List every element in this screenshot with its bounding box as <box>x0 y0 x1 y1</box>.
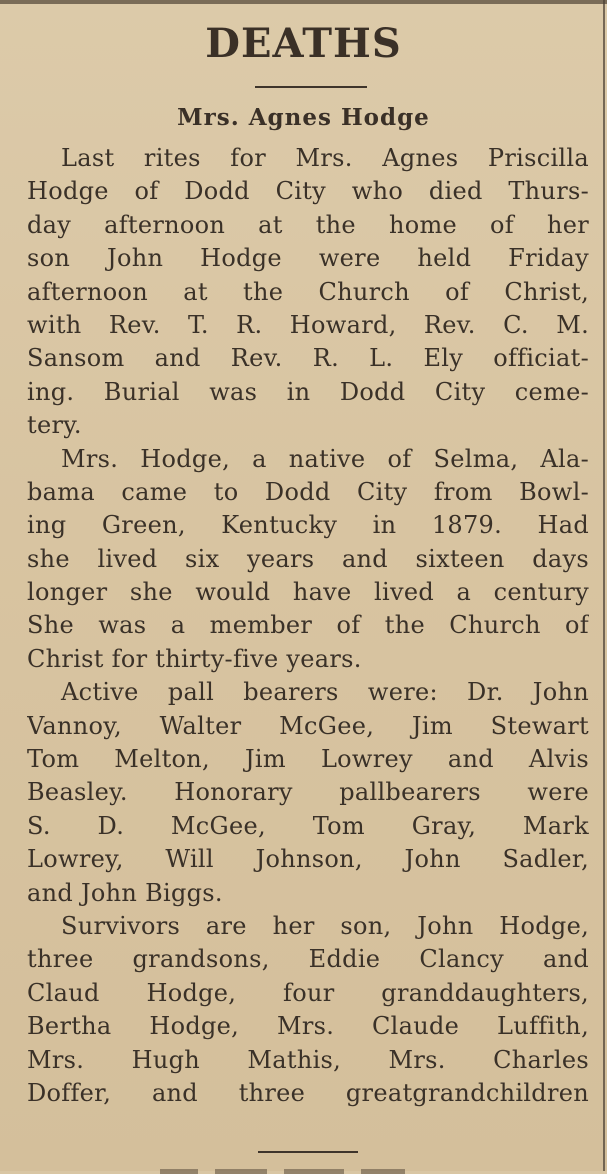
cut-off-word <box>361 1169 405 1174</box>
text-line: Mrs. Hodge, a native of Selma, Ala- <box>61 444 589 473</box>
text-line: longer she would have lived a century <box>27 578 589 607</box>
cut-off-word <box>215 1169 267 1174</box>
article-headline: Mrs. Agnes Hodge <box>177 104 430 131</box>
article-body <box>27 142 589 1110</box>
text-line: Christ for thirty-five years. <box>27 644 362 673</box>
text-line: she lived six years and sixteen days <box>27 544 589 573</box>
paragraph-biography <box>27 443 589 677</box>
text-line: Survivors are her son, John Hodge, <box>61 911 589 940</box>
text-line: son John Hodge were held Friday <box>27 244 589 273</box>
text-line: Active pall bearers were: Dr. John <box>61 678 589 707</box>
text-line: Lowrey, Will Johnson, John Sadler, <box>27 845 589 874</box>
section-title: DEATHS <box>205 20 402 67</box>
text-line: ing. Burial was in Dodd City ceme- <box>27 377 589 406</box>
text-line: afternoon at the Church of Christ, <box>27 277 589 306</box>
text-line: and John Biggs. <box>27 878 223 907</box>
text-line: Bertha Hodge, Mrs. Claude Luffith, <box>27 1012 589 1041</box>
bottom-divider <box>258 1151 358 1153</box>
paragraph-survivors <box>27 910 589 1110</box>
text-line: day afternoon at the home of her <box>27 210 589 239</box>
paragraph-pallbearers <box>27 676 589 910</box>
text-line: Claud Hodge, four granddaughters, <box>27 978 589 1007</box>
title-divider <box>255 86 367 88</box>
text-line: S. D. McGee, Tom Gray, Mark <box>27 811 589 840</box>
text-line: three grandsons, Eddie Clancy and <box>27 945 589 974</box>
text-line: Beasley. Honorary pallbearers were <box>27 778 589 807</box>
text-line: Mrs. Hugh Mathis, Mrs. Charles <box>27 1045 589 1074</box>
text-line: Last rites for Mrs. Agnes Priscilla <box>61 144 589 172</box>
cut-off-word <box>284 1169 344 1174</box>
text-line: Hodge of Dodd City who died Thurs- <box>27 177 589 206</box>
text-line: Sansom and Rev. R. L. Ely officiat- <box>27 344 589 373</box>
paragraph-rites <box>27 142 589 443</box>
text-line: Tom Melton, Jim Lowrey and Alvis <box>27 745 589 774</box>
text-line: with Rev. T. R. Howard, Rev. C. M. <box>27 310 589 339</box>
text-line: tery. <box>27 411 82 440</box>
text-line: bama came to Dodd City from Bowl- <box>27 477 589 506</box>
right-column-rule <box>603 0 605 1171</box>
next-article-headline-fragment <box>160 1160 460 1174</box>
text-line: She was a member of the Church of <box>27 611 589 640</box>
text-line: ing Green, Kentucky in 1879. Had <box>27 511 589 540</box>
top-column-rule <box>0 0 607 4</box>
text-line: Doffer, and three greatgrandchildren <box>27 1078 589 1107</box>
cut-off-word <box>160 1169 198 1174</box>
text-line: Vannoy, Walter McGee, Jim Stewart <box>27 711 589 740</box>
